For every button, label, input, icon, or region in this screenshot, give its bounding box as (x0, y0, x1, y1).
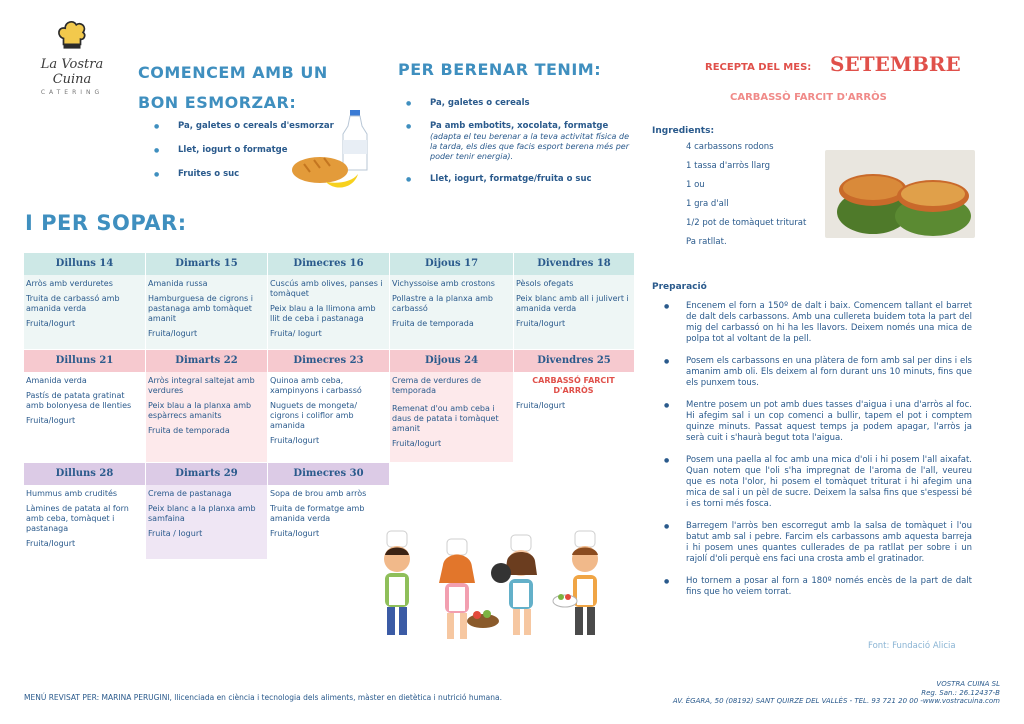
ingredient: 4 carbassons rodons (686, 142, 774, 152)
logo-name: La Vostra Cuina (40, 57, 104, 87)
day-header: Dimarts 29 (146, 463, 267, 485)
day-card (390, 350, 513, 462)
logo (22, 18, 122, 96)
dish: Hamburguesa de cigrons i pastanaga amb tomàquet amanit (148, 294, 253, 323)
logo-subtitle: CATERING (40, 89, 104, 96)
dish: Peix blanc amb all i julivert i amanida verda (516, 294, 629, 313)
day-header: Divendres 18 (514, 253, 634, 275)
day-card (24, 463, 145, 565)
ingredient: 1 tassa d'arròs llarg (686, 161, 771, 171)
preparation-step: ● Posem els carbassons en una plàtera de forn amb sal per dins i els amanim amb oli. Els deixem al forn durant uns 10 minuts, fins que els punxem tous. (660, 356, 972, 389)
dish: Arròs integral saltejat amb verdures (148, 376, 255, 395)
day-card (24, 253, 145, 349)
dish: Pollastre a la planxa amb carbassó (392, 294, 494, 313)
list-item: ● Fruites o suc (146, 169, 356, 180)
day-dishes (24, 275, 145, 349)
day-card (146, 350, 267, 462)
kid-4 (553, 531, 598, 635)
day-card (514, 253, 634, 349)
dish: Remenat d'ou amb ceba i daus de patata i tomàquet amanit (392, 404, 499, 433)
day-card (390, 253, 513, 349)
preparation-step: ● Mentre posem un pot amb dues tasses d'aigua i una d'arròs al foc. Hi afegim sal i un cop comenci a bullir, tapem el pot i comptem quinze minuts. Passat aquest temps ja podem apagar, l'arròs ja serà cuit i s'haurà begut tota l'aigua. (660, 400, 972, 444)
dish: Fruita/Iogurt (26, 319, 76, 328)
preparation-step: ● Encenem el forn a 150º de dalt i baix. Comencem tallant el barret de dalt dels carbassons. Amb una cullereta buidem tota la part del mig del carbassó on hi ha les llavors. Deixem només una mica de polpa tot al voltant de la pell. (660, 301, 972, 345)
company-info (673, 680, 1000, 706)
company-name: VOSTRA CUINA SL (936, 680, 1000, 688)
day-header: Divendres 25 (514, 350, 634, 372)
day-header: Dimecres 30 (268, 463, 389, 485)
day-header: Dilluns 21 (24, 350, 145, 372)
day-dishes (268, 275, 389, 349)
day-dishes (268, 485, 389, 559)
dish: Fruita/Iogurt (26, 416, 76, 425)
dish: Hummus amb crudités (26, 489, 118, 498)
snack-list (398, 98, 638, 197)
dish: Làmines de patata al forn amb ceba, tomàquet i pastanaga (26, 504, 129, 533)
day-header: Dimecres 16 (268, 253, 389, 275)
dish: Truita de formatge amb amanida verda (270, 504, 365, 523)
snack-item-text: Llet, iogurt, formatge/fruita o suc (430, 174, 592, 184)
recipe-name: CARBASSÒ FARCIT D'ARRÒS (730, 92, 887, 103)
list-item (398, 98, 638, 109)
list-item (398, 121, 638, 162)
day-dishes (146, 275, 267, 349)
day-header: Dijous 17 (390, 253, 513, 275)
day-card (146, 253, 267, 349)
day-dishes (390, 372, 513, 462)
ingredient: 1/2 pot de tomàquet triturat (686, 218, 807, 228)
kid-1 (384, 531, 410, 635)
dish: Fruita/Iogurt (270, 436, 320, 445)
dish: Fruita/Iogurt (270, 529, 320, 538)
day-header: Dimarts 22 (146, 350, 267, 372)
preparation-title: Preparació (652, 282, 707, 292)
breakfast-title: COMENCEM AMB UN BON ESMORZAR: (138, 63, 328, 112)
day-header: Dilluns 14 (24, 253, 145, 275)
dish: Fruita/ Iogurt (270, 329, 322, 338)
dish: Arròs amb verduretes (26, 279, 113, 288)
preparation-steps (660, 301, 972, 609)
day-header: Dilluns 28 (24, 463, 145, 485)
dish: Fruita de temporada (148, 426, 230, 435)
ingredients-title: Ingredients: (652, 126, 715, 136)
preparation-step: ● Barregem l'arròs ben escorregut amb la salsa de tomàquet i l'ou batut amb sal i pebre. Farcim els carbassons amb aquesta barreja i hi posem unes quantes cullerades de pa ratllat per sobre i un rajolí d'oli perquè ens faci una crosta amb el gratinador. (660, 521, 972, 565)
company-address: AV. ÈGARA, 50 (08192) SANT QUIRZE DEL VALLÈS - TEL. 93 721 20 00 -www.vostracuina.com (672, 697, 1000, 705)
day-dishes (24, 485, 145, 565)
dish: Fruita/Iogurt (392, 439, 442, 448)
dish: Cuscús amb olives, panses i tomàquet (270, 279, 383, 298)
list-item (398, 174, 638, 185)
dish: Quinoa amb ceba, xampinyons i carbassó (270, 376, 362, 395)
day-header: Dijous 24 (390, 350, 513, 372)
stuffed-zucchini-photo (825, 150, 975, 238)
day-dishes (146, 485, 267, 559)
dish: Amanida russa (148, 279, 208, 288)
dish: Fruita / Iogurt (148, 529, 203, 538)
day-header: Dimecres 23 (268, 350, 389, 372)
recipe-source: Font: Fundació Alicia (868, 641, 956, 651)
day-card (268, 463, 389, 559)
kids-cooking-illustration (375, 525, 625, 665)
dish-recipe-of-month: CARBASSÓ FARCIT D'ARRÒS (532, 376, 615, 395)
dish: Peix blanc a la planxa amb samfaina (148, 504, 256, 523)
preparation-step: ● Ho tornem a posar al forn a 180º només encès de la part de dalt fins que ho veiem torrat. (660, 576, 972, 598)
day-dishes (24, 372, 145, 462)
dish: Fruita/Iogurt (516, 319, 566, 328)
recipe-label: RECEPTA DEL MES: (705, 62, 812, 73)
dish: Pèsols ofegats (516, 279, 574, 288)
recipe-month: SETEMBRE (830, 52, 961, 76)
day-dishes (390, 275, 513, 349)
dinner-title: I PER SOPAR: (25, 211, 187, 235)
day-dishes (514, 372, 634, 432)
dish: Fruita de temporada (392, 319, 474, 328)
dish: Crema de pastanaga (148, 489, 232, 498)
bread-icon (290, 148, 360, 193)
day-dishes (514, 275, 634, 349)
ingredient: Pa ratllat. (686, 237, 727, 247)
day-card (24, 350, 145, 462)
dish: Peix blau a la llimona amb llit de ceba i pastanaga (270, 304, 376, 323)
ingredients-list (686, 142, 808, 256)
snack-item-note: (adapta el teu berenar a la teva activitat física de la tarda, els dies que facis esport berena més per poder tenir energia). (430, 132, 629, 161)
dish: Fruita/Iogurt (26, 539, 76, 548)
dish: Fruita/Iogurt (516, 401, 566, 410)
preparation-step: ● Posem una paella al foc amb una mica d'oli i hi posem l'all aixafat. Quan notem que l'oli s'ha impregnat de l'aroma de l'all, veureu que es nota l'olor, hi posem el tomàquet triturat i hi afegim una mica de sal i un pèl de sucre. Deixem la salsa fins que s'espessi bé i es torni més fosca. (660, 455, 972, 510)
kid-2 (439, 539, 499, 639)
dish: Pastís de patata gratinat amb bolonyesa de llenties (26, 391, 132, 410)
ingredient: 1 gra d'all (686, 199, 729, 209)
dish: Truita de carbassó amb amanida verda (26, 294, 120, 313)
dish: Vichyssoise amb crostons (392, 279, 495, 288)
ingredient: 1 ou (686, 180, 705, 190)
day-dishes (146, 372, 267, 462)
reviewed-by: MENÚ REVISAT PER: MARINA PERUGINI, llicenciada en ciència i tecnologia dels aliments, màster en dietètica i nutrició humana. (24, 693, 502, 702)
snack-item-text: Pa, galetes o cereals (430, 98, 530, 108)
snack-item-text: Pa amb embotits, xocolata, formatge (430, 121, 609, 131)
day-card (268, 253, 389, 349)
list-item: ● Pa, galetes o cereals d'esmorzar (146, 121, 356, 132)
dish: Crema de verdures de temporada (392, 376, 482, 395)
day-card (146, 463, 267, 559)
dish: Nuguets de mongeta/ cigrons i coliflor amb amanida (270, 401, 358, 430)
dish: Sopa de brou amb arròs (270, 489, 367, 498)
day-header: Dimarts 15 (146, 253, 267, 275)
dish: Amanida verda (26, 376, 87, 385)
day-card (514, 350, 634, 432)
dish: Fruita/Iogurt (148, 329, 198, 338)
snack-title: PER BERENAR TENIM: (398, 60, 602, 79)
list-item: ● Llet, iogurt o formatge (146, 145, 356, 156)
sanitary-registry: Reg. San.: 26.12437-B (921, 688, 1000, 697)
dish: Peix blau a la planxa amb espàrrecs amanits (148, 401, 252, 420)
chef-hat-icon (55, 18, 89, 52)
